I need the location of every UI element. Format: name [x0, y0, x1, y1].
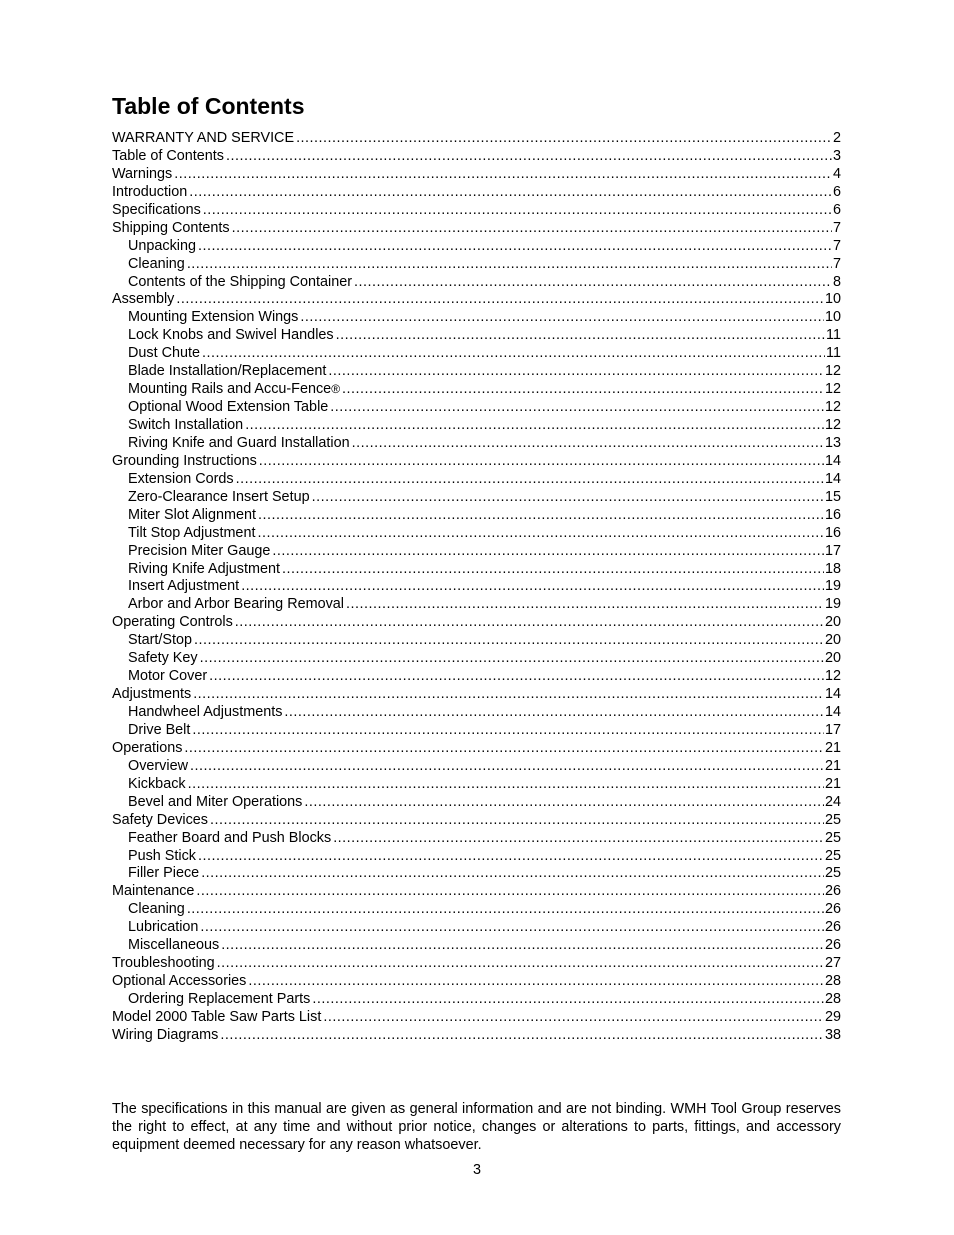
- toc-entry-page: 12: [824, 381, 841, 398]
- dot-leader: [196, 883, 824, 901]
- toc-entry-label: Bevel and Miter Operations: [128, 793, 303, 810]
- toc-entry-label: Troubleshooting: [112, 955, 215, 972]
- toc-entry-page: 26: [824, 919, 841, 936]
- toc-entry: [112, 973, 841, 991]
- toc-entry-label: Safety Key: [128, 650, 198, 667]
- toc-entry: [112, 614, 841, 632]
- toc-entry-page: 19: [824, 596, 841, 613]
- toc-entry-label: Introduction: [112, 183, 188, 200]
- dot-leader: [245, 417, 824, 435]
- toc-entry: [112, 1009, 841, 1027]
- toc-entry-page: 13: [824, 434, 841, 451]
- toc-entry-label: Maintenance: [112, 883, 195, 900]
- dot-leader: [296, 130, 832, 148]
- toc-entry: [112, 776, 841, 794]
- toc-entry-label: Miscellaneous: [128, 937, 220, 954]
- toc-entry-page: 11: [826, 327, 841, 344]
- dot-leader: [203, 202, 832, 220]
- toc-entry-page: 16: [824, 506, 841, 523]
- toc-entry: [112, 453, 841, 471]
- toc-entry-page: 19: [824, 578, 841, 595]
- toc-entry-label: Start/Stop: [128, 632, 192, 649]
- toc-entry-page: 2: [832, 130, 841, 146]
- toc-entry-page: 24: [824, 793, 841, 810]
- dot-leader: [220, 1027, 824, 1045]
- toc-entry: [112, 184, 841, 202]
- toc-entry-page: 7: [832, 237, 841, 254]
- toc-entry-page: 14: [824, 452, 841, 469]
- toc-entry: [112, 812, 841, 830]
- toc-entry-page: 25: [824, 811, 841, 828]
- toc-entry: [112, 955, 841, 973]
- toc-entry-page: 10: [824, 309, 841, 326]
- toc-entry-label: Shipping Contents: [112, 219, 230, 236]
- dot-leader: [257, 525, 824, 543]
- toc-entry-page: 15: [824, 488, 841, 505]
- toc-entry-page: 28: [824, 991, 841, 1007]
- dot-leader: [184, 740, 824, 758]
- dot-leader: [300, 309, 824, 327]
- toc-entry-page: 21: [824, 775, 841, 792]
- dot-leader: [232, 220, 832, 238]
- toc-entry-page: 38: [824, 1026, 841, 1043]
- toc-entry-label: Ordering Replacement Parts: [128, 991, 311, 1007]
- toc-entry-label: Arbor and Arbor Bearing Removal: [128, 596, 344, 613]
- toc-entry-label: Optional Wood Extension Table: [128, 399, 329, 416]
- dot-leader: [187, 256, 832, 274]
- dot-leader: [352, 435, 824, 453]
- toc-entry-label: Operating Controls: [112, 614, 233, 631]
- toc-entry-label: Motor Cover: [128, 668, 208, 685]
- toc-entry-page: 27: [824, 955, 841, 972]
- toc-entry: [112, 471, 841, 489]
- toc-entry: [112, 327, 841, 345]
- dot-leader: [194, 632, 824, 650]
- toc-entry: [112, 417, 841, 435]
- toc-entry-page: 12: [824, 399, 841, 416]
- toc-entry: [112, 435, 841, 453]
- dot-leader: [188, 776, 824, 794]
- toc-entry-page: 12: [824, 668, 841, 685]
- table-of-contents: [112, 130, 841, 1045]
- toc-entry: [112, 561, 841, 579]
- toc-entry-label: Table of Contents: [112, 147, 224, 164]
- dot-leader: [201, 865, 824, 883]
- toc-entry-label: Lock Knobs and Swivel Handles: [128, 327, 334, 344]
- toc-entry-label: Kickback: [128, 775, 186, 792]
- toc-entry-page: 14: [824, 470, 841, 487]
- toc-entry: [112, 686, 841, 704]
- toc-entry-label: Operations: [112, 739, 183, 756]
- dot-leader: [248, 973, 824, 991]
- toc-entry: [112, 130, 841, 148]
- toc-entry: [112, 794, 841, 812]
- toc-entry-label: Cleaning: [128, 255, 185, 272]
- toc-entry-label: Handwheel Adjustments: [128, 704, 283, 720]
- toc-entry-page: 25: [824, 865, 841, 882]
- toc-entry: [112, 578, 841, 596]
- toc-entry-page: 3: [832, 147, 841, 164]
- toc-entry-page: 26: [824, 883, 841, 900]
- dot-leader: [176, 291, 824, 309]
- dot-leader: [259, 453, 824, 471]
- toc-entry-page: 25: [824, 829, 841, 846]
- dot-leader: [272, 543, 824, 561]
- toc-entry: [112, 919, 841, 937]
- toc-entry: [112, 758, 841, 776]
- dot-leader: [258, 507, 824, 525]
- toc-entry-page: 16: [824, 524, 841, 541]
- dot-leader: [342, 381, 824, 399]
- toc-entry: [112, 148, 841, 166]
- toc-entry-page: 18: [824, 560, 841, 577]
- toc-entry: [112, 202, 841, 220]
- dot-leader: [200, 919, 824, 937]
- toc-entry: [112, 830, 841, 848]
- dot-leader: [304, 794, 824, 812]
- toc-entry-label: Grounding Instructions: [112, 452, 257, 469]
- toc-entry-label: Overview: [128, 757, 188, 774]
- toc-entry-page: 17: [824, 721, 841, 738]
- toc-entry: [112, 381, 841, 399]
- toc-entry-label: Insert Adjustment: [128, 578, 240, 595]
- toc-entry: [112, 1027, 841, 1045]
- toc-entry-page: 26: [824, 901, 841, 918]
- toc-entry: [112, 722, 841, 740]
- dot-leader: [284, 704, 824, 722]
- toc-entry-page: 7: [832, 219, 841, 236]
- toc-entry-page: 7: [832, 255, 841, 272]
- toc-entry: [112, 883, 841, 901]
- toc-entry-page: 10: [824, 291, 841, 308]
- toc-entry-page: 17: [824, 542, 841, 559]
- toc-entry: [112, 291, 841, 309]
- toc-entry: [112, 238, 841, 256]
- dot-leader: [187, 901, 824, 919]
- toc-entry-page: 26: [824, 937, 841, 954]
- toc-entry-page: 6: [832, 183, 841, 200]
- dot-leader: [236, 471, 824, 489]
- toc-entry-label: Miter Slot Alignment: [128, 506, 256, 523]
- dot-leader: [192, 722, 824, 740]
- toc-entry-label: Optional Accessories: [112, 973, 247, 990]
- toc-entry-label: WARRANTY AND SERVICE: [112, 130, 295, 146]
- toc-entry-page: 28: [824, 973, 841, 990]
- dot-leader: [200, 650, 824, 668]
- toc-entry-label: Wiring Diagrams: [112, 1026, 219, 1043]
- toc-entry: [112, 596, 841, 614]
- toc-entry-page: 4: [832, 165, 841, 182]
- toc-entry-page: 12: [824, 417, 841, 433]
- toc-entry: [112, 901, 841, 919]
- toc-entry-page: 20: [824, 632, 841, 649]
- toc-entry: [112, 507, 841, 525]
- dot-leader: [210, 812, 824, 830]
- toc-entry: [112, 740, 841, 758]
- toc-entry-label: Filler Piece: [128, 865, 200, 882]
- toc-entry-label: Mounting Extension Wings: [128, 309, 299, 326]
- registered-mark: ®: [331, 382, 341, 397]
- toc-entry-page: 6: [832, 201, 841, 218]
- dot-leader: [241, 578, 824, 596]
- dot-leader: [282, 561, 824, 579]
- toc-entry: [112, 650, 841, 668]
- page-number: 3: [472, 1162, 481, 1178]
- toc-entry-page: 14: [824, 704, 841, 720]
- dot-leader: [198, 238, 832, 256]
- toc-entry-page: 21: [824, 739, 841, 756]
- toc-entry: [112, 256, 841, 274]
- toc-entry: [112, 399, 841, 417]
- disclaimer-text: The specifications in this manual are given as general information and are not binding. WMH Tool Group reserves the right to effect, at any time and without prior notice, changes or alterations to parts, fittings, and accessory equipment deemed necessary for any reason whatsoever.: [112, 1101, 841, 1153]
- dot-leader: [198, 848, 824, 866]
- toc-entry: [112, 543, 841, 561]
- toc-entry-label: Specifications: [112, 201, 201, 218]
- toc-entry: [112, 274, 841, 292]
- toc-entry-label: Feather Board and Push Blocks: [128, 829, 332, 846]
- toc-entry-page: 8: [832, 273, 841, 290]
- page-title: Table of Contents: [112, 93, 305, 119]
- toc-entry-label: Tilt Stop Adjustment: [128, 524, 256, 541]
- toc-entry: [112, 865, 841, 883]
- toc-entry-page: 20: [824, 650, 841, 667]
- toc-entry-label: Contents of the Shipping Container: [128, 273, 353, 290]
- toc-entry-label: Blade Installation/Replacement: [128, 363, 327, 380]
- dot-leader: [336, 327, 825, 345]
- dot-leader: [209, 668, 824, 686]
- toc-entry: [112, 937, 841, 955]
- dot-leader: [354, 274, 832, 292]
- toc-entry: [112, 991, 841, 1009]
- dot-leader: [202, 345, 825, 363]
- dot-leader: [312, 991, 824, 1009]
- toc-entry-label: Zero-Clearance Insert Setup: [128, 488, 310, 505]
- toc-entry-page: 11: [826, 345, 841, 362]
- dot-leader: [312, 489, 824, 507]
- toc-entry-label: Push Stick: [128, 847, 196, 864]
- dot-leader: [193, 686, 824, 704]
- toc-entry: [112, 309, 841, 327]
- toc-entry-label: Mounting Rails and Accu-Fence: [128, 381, 332, 398]
- toc-entry: [112, 704, 841, 722]
- dot-leader: [235, 614, 824, 632]
- toc-entry-label: Precision Miter Gauge: [128, 542, 271, 559]
- toc-entry-label: Riving Knife Adjustment: [128, 560, 280, 577]
- dot-leader: [174, 166, 832, 184]
- toc-entry-label: Dust Chute: [128, 345, 200, 362]
- dot-leader: [330, 399, 824, 417]
- toc-entry-page: 14: [824, 686, 841, 703]
- toc-entry-label: Assembly: [112, 291, 175, 308]
- toc-entry-page: 25: [824, 847, 841, 864]
- toc-entry-page: 12: [824, 363, 841, 380]
- toc-entry-label: Safety Devices: [112, 811, 208, 828]
- dot-leader: [190, 758, 824, 776]
- toc-entry-label: Switch Installation: [128, 417, 244, 433]
- dot-leader: [189, 184, 832, 202]
- dot-leader: [217, 955, 824, 973]
- toc-entry: [112, 668, 841, 686]
- dot-leader: [226, 148, 832, 166]
- toc-entry: [112, 848, 841, 866]
- toc-entry-label: Riving Knife and Guard Installation: [128, 434, 350, 451]
- toc-entry-label: Model 2000 Table Saw Parts List: [112, 1008, 322, 1025]
- toc-entry-label: Warnings: [112, 165, 173, 182]
- dot-leader: [346, 596, 824, 614]
- toc-entry-page: 29: [824, 1008, 841, 1025]
- toc-entry: [112, 363, 841, 381]
- toc-entry: [112, 220, 841, 238]
- toc-entry-label: Lubrication: [128, 919, 199, 936]
- toc-entry: [112, 525, 841, 543]
- dot-leader: [328, 363, 824, 381]
- toc-entry-label: Adjustments: [112, 686, 192, 703]
- dot-leader: [323, 1009, 824, 1027]
- toc-entry-label: Unpacking: [128, 237, 196, 254]
- toc-entry-label: Drive Belt: [128, 721, 191, 738]
- dot-leader: [333, 830, 824, 848]
- toc-entry: [112, 632, 841, 650]
- toc-entry-page: 20: [824, 614, 841, 631]
- dot-leader: [221, 937, 824, 955]
- toc-entry: [112, 166, 841, 184]
- toc-entry-label: Extension Cords: [128, 470, 234, 487]
- toc-entry: [112, 489, 841, 507]
- toc-entry-page: 21: [824, 757, 841, 774]
- toc-entry-label: Cleaning: [128, 901, 185, 918]
- toc-entry: [112, 345, 841, 363]
